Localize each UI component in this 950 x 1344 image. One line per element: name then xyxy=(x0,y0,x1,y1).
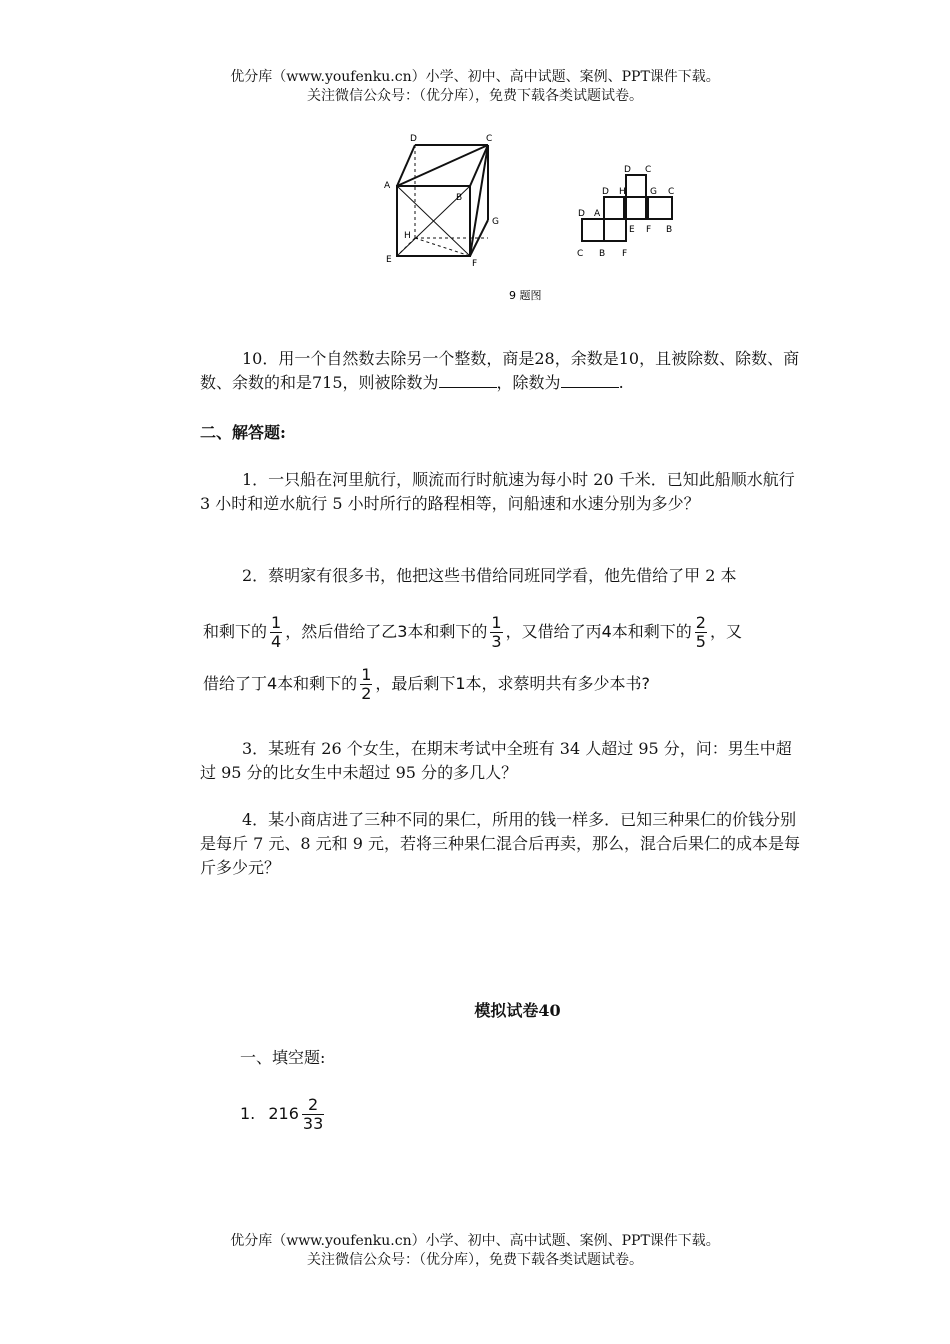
cube-label-C: C xyxy=(486,134,493,144)
net-label-low-F: F xyxy=(646,225,652,235)
p2-text-d: ，又 xyxy=(709,622,742,641)
cube-net-diagram xyxy=(582,175,675,241)
net-label-mid-H: H xyxy=(619,187,626,197)
page-footer xyxy=(0,1232,950,1270)
net-label-low-B: B xyxy=(666,225,673,235)
net-label-top-C: C xyxy=(645,165,652,175)
fraction-1-3: $\frac{1}{3}$ xyxy=(491,613,502,651)
figure-9 xyxy=(370,128,690,308)
q10-separator: ，除数为 xyxy=(496,373,561,392)
net-label-bot-C: C xyxy=(577,249,584,259)
p2-text-a: 和剩下的 xyxy=(203,622,268,641)
p2-text-c: ，又借给了丙4本和剩下的 xyxy=(505,622,692,641)
problem-2-line-2 xyxy=(203,666,853,703)
cube-label-D: D xyxy=(410,134,417,144)
problem-2-line-1 xyxy=(203,614,853,651)
fraction-2-5: $\frac{2}{5}$ xyxy=(695,613,706,651)
section-2-title: 二、解答题: xyxy=(200,423,286,442)
fraction-2-33: $\frac{2}{33}$ xyxy=(302,1095,324,1133)
p2-text-e: 借给了丁4本和剩下的 xyxy=(203,674,358,693)
net-label-top-D: D xyxy=(624,165,631,175)
problem-4: 4．某小商店进了三种不同的果仁，所用的钱一样多．已知三种果仁的价钱分别是每斤 7 元、8 元和 9 元，若将三种果仁混合后再卖，那么，混合后果仁的成本是每斤多少元？ xyxy=(200,810,800,877)
fraction-1-2: $\frac{1}{2}$ xyxy=(361,665,372,703)
cube-label-B: B xyxy=(456,193,463,203)
q10-text: 10．用一个自然数去除另一个整数，商是28，余数是10，且被除数、除数、商数、余数的和是715，则被除数为 xyxy=(200,349,800,392)
fraction-1-4: $\frac{1}{4}$ xyxy=(271,613,282,651)
footer-line-2: 关注微信公众号：（优分库），免费下载各类试题试卷。 xyxy=(307,1252,643,1268)
answer-blank-divisor[interactable] xyxy=(561,373,619,388)
net-label-mid-C: C xyxy=(668,187,675,197)
cube-label-H: H xyxy=(404,231,411,241)
footer-line-1: 优分库（www.youfenku.cn）小学、初中、高中试题、案例、PPT课件下载。 xyxy=(230,1233,720,1249)
net-label-mid-G: G xyxy=(650,187,657,197)
net-label-low-E: E xyxy=(629,225,635,235)
question-10 xyxy=(200,347,820,395)
p2-text-b: ，然后借给了乙3本和剩下的 xyxy=(285,622,488,641)
page-header xyxy=(0,68,950,106)
q10-end: . xyxy=(618,373,624,392)
net-label-mid-D: D xyxy=(602,187,609,197)
answer-1-whole: 216 xyxy=(268,1104,299,1123)
net-label-bot-B: B xyxy=(599,249,606,259)
exam-40-title: 模拟试卷40 xyxy=(474,1001,561,1020)
figure-caption: 9 题图 xyxy=(509,289,542,302)
problem-1: 1．一只船在河里航行，顺流而行时航速为每小时 20 千米．已知此船顺水航行 3 小时和逆水航行 5 小时所行的路程相等，问船速和水速分别为多少？ xyxy=(200,470,795,513)
net-label-bot-F: F xyxy=(622,249,628,259)
header-line-1: 优分库（www.youfenku.cn）小学、初中、高中试题、案例、PPT课件下载。 xyxy=(230,69,720,85)
net-label-low-A: A xyxy=(594,209,601,219)
cube-label-A: A xyxy=(384,181,391,191)
exam-40-answer-1 xyxy=(240,1096,860,1133)
header-line-2: 关注微信公众号：（优分库），免费下载各类试题试卷。 xyxy=(307,88,643,104)
answer-1-prefix: 1. xyxy=(240,1104,256,1123)
answer-blank-dividend[interactable] xyxy=(439,373,497,388)
p2-text-f: ，最后剩下1本，求蔡明共有多少本书? xyxy=(375,674,651,693)
cube-label-E: E xyxy=(386,255,392,265)
cube-label-F: F xyxy=(472,259,478,269)
net-label-low-D: D xyxy=(578,209,585,219)
exam-40-section-1: 一、填空题: xyxy=(240,1048,326,1067)
problem-3: 3．某班有 26 个女生，在期末考试中全班有 34 人超过 95 分，问：男生中超过 95 分的比女生中未超过 95 分的多几人？ xyxy=(200,739,792,782)
problem-2-intro: 2．蔡明家有很多书，他把这些书借给同班同学看，他先借给了甲 2 本 xyxy=(242,566,737,585)
cube-label-G: G xyxy=(492,217,499,227)
